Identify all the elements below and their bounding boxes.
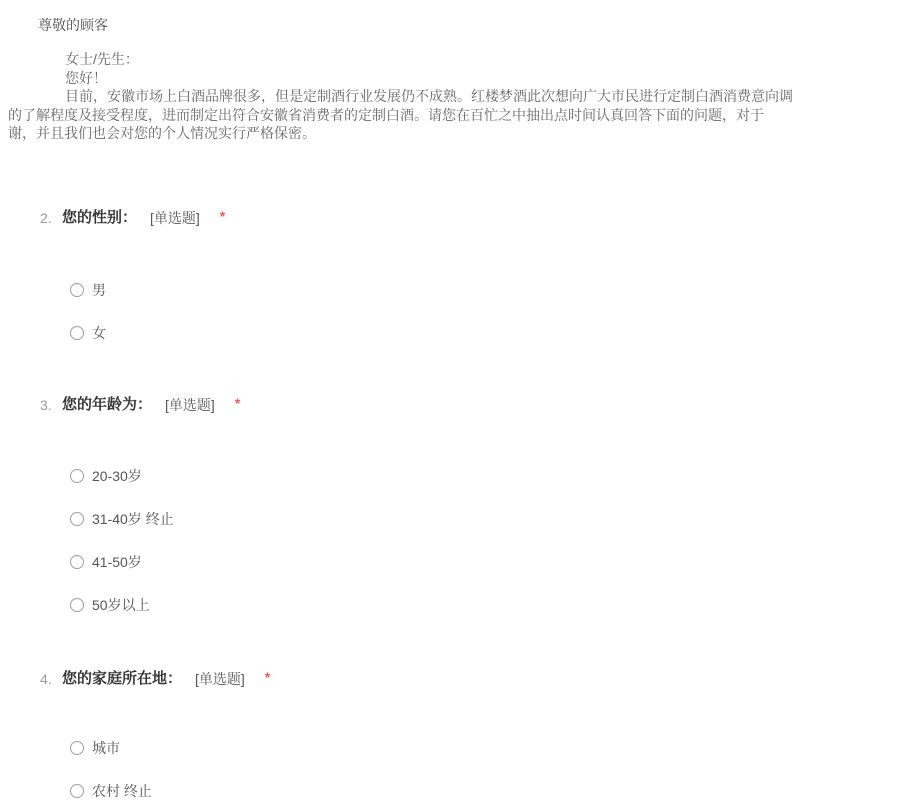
intro-line: 谢，并且我们也会对您的个人情况实行严格保密。: [8, 125, 316, 141]
question-number: 2.: [40, 210, 52, 226]
radio-option[interactable]: [70, 468, 142, 484]
required-asterisk: *: [234, 395, 241, 411]
radio-option-label[interactable]: 农村 终止: [92, 783, 152, 799]
question-number: 3.: [40, 397, 52, 413]
radio-icon[interactable]: [70, 469, 84, 483]
radio-option-label[interactable]: 20-30岁: [92, 468, 142, 484]
question-type-tag: [单选题]: [165, 397, 215, 413]
radio-option-label[interactable]: 男: [92, 282, 106, 298]
radio-option[interactable]: [70, 282, 106, 298]
radio-option[interactable]: [70, 597, 150, 613]
radio-option-label[interactable]: 50岁以上: [92, 597, 150, 613]
question-type-tag: [单选题]: [150, 210, 200, 226]
intro-line: 您好！: [65, 70, 107, 86]
radio-option-label[interactable]: 41-50岁: [92, 554, 142, 570]
radio-option[interactable]: [70, 325, 106, 341]
question-title-row: [40, 671, 270, 688]
radio-icon[interactable]: [70, 326, 84, 340]
radio-icon[interactable]: [70, 512, 84, 526]
radio-icon[interactable]: [70, 741, 84, 755]
question-number: 4.: [40, 671, 52, 687]
radio-option-label[interactable]: 31-40岁 终止: [92, 511, 174, 527]
radio-option-label[interactable]: 女: [92, 325, 106, 341]
question-title: 您的性别：: [62, 209, 138, 226]
question-title: 您的家庭所在地：: [62, 670, 183, 687]
radio-icon[interactable]: [70, 555, 84, 569]
radio-icon[interactable]: [70, 784, 84, 798]
intro-line: 女士/先生：: [65, 51, 139, 67]
radio-icon[interactable]: [70, 283, 84, 297]
intro-line: 的了解程度及接受程度，进而制定出符合安徽省消费者的定制白酒。请您在百忙之中抽出点时间认真回答下面的问题，对于: [8, 107, 764, 123]
question-type-tag: [单选题]: [195, 671, 245, 687]
survey-greeting-title: 尊敬的顾客: [38, 17, 108, 33]
intro-line: 目前，安徽市场上白酒品牌很多，但是定制酒行业发展仍不成熟。红楼梦酒此次想向广大市民进行定制白酒消费意向调: [65, 88, 793, 104]
question-title: 您的年龄为：: [62, 396, 153, 413]
required-asterisk: *: [264, 669, 271, 685]
question-title-row: [40, 397, 240, 414]
radio-icon[interactable]: [70, 598, 84, 612]
radio-option[interactable]: [70, 783, 152, 799]
radio-option[interactable]: [70, 740, 120, 756]
radio-option-label[interactable]: 城市: [92, 740, 120, 756]
question-title-row: [40, 210, 225, 227]
required-asterisk: *: [219, 208, 226, 224]
radio-option[interactable]: [70, 511, 174, 527]
radio-option[interactable]: [70, 554, 142, 570]
